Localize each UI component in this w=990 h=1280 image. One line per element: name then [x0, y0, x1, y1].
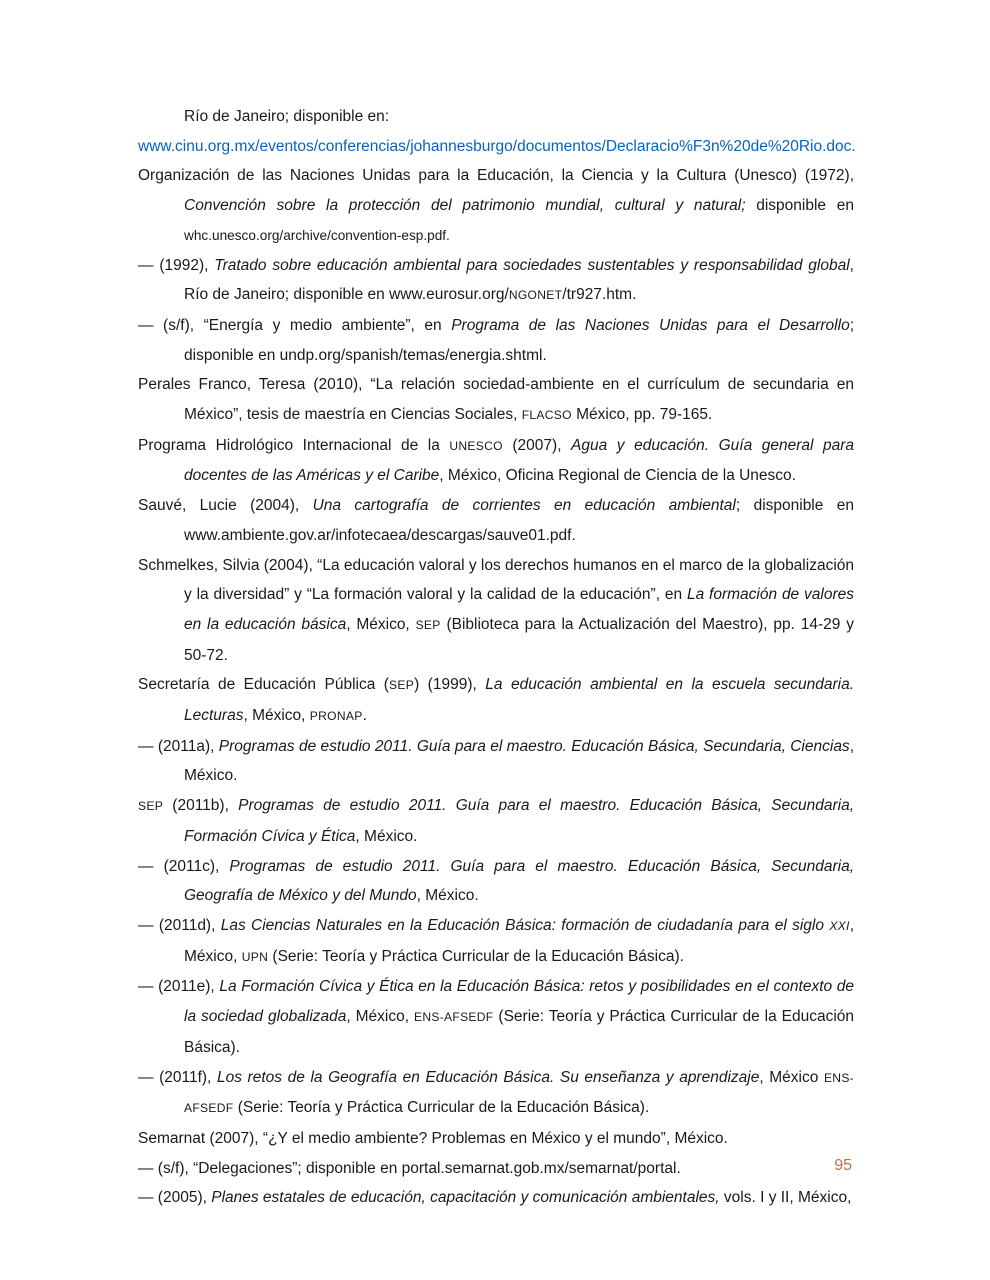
text-segment: Tratado sobre educación ambiental para sociedades sustentables y responsabilidad global [214, 256, 850, 274]
text-segment: , México. [416, 887, 479, 905]
reference-entry [138, 551, 854, 671]
text-segment: — (s/f), “Delegaciones”; disponible en portal.semarnat.gob.mx/semarnat/portal. [138, 1159, 681, 1177]
page-number: 95 [834, 1157, 852, 1174]
text-segment: SEP [138, 799, 164, 814]
text-segment: Programa Hidrológico Internacional de la [138, 436, 450, 454]
text-segment: PRONAP [309, 709, 363, 724]
text-segment: Programa de las Naciones Unidas para el Desarrollo [451, 316, 850, 334]
text-segment: Las Ciencias Naturales en la Educación Básica: formación de ciudadanía para el siglo [220, 916, 830, 934]
reference-entry [138, 491, 854, 550]
text-segment: ; disponible en undp.org/spanish/temas/energia.shtml. [184, 316, 854, 364]
text-segment: La educación ambiental en la escuela secundaria. Lecturas [184, 676, 855, 725]
text-segment: UPN [241, 949, 269, 964]
text-segment: Convención sobre la protección del patrimonio mundial, cultural y natural; [184, 197, 746, 215]
text-segment: México, pp. 79-165. [571, 406, 713, 424]
text-segment: Schmelkes, Silvia (2004), “La educación valoral y los derechos humanos en el marco de la globalización y la diversidad” y “La formación valoral y la calidad de la educación”, en [138, 556, 854, 604]
reference-entry [138, 431, 854, 491]
reference-entry [138, 732, 854, 791]
text-segment: SEP [415, 617, 441, 632]
text-segment: — (s/f), “Energía y medio ambiente”, en [138, 316, 452, 334]
text-segment: , Río de Janeiro; disponible en www.eurosur.org/ [184, 256, 854, 304]
text-segment: — (2011c), [138, 857, 230, 875]
text-segment: — (2011f), [138, 1068, 217, 1086]
text-segment: ENS-AFSEDF [413, 1010, 494, 1025]
text-segment: FLACSO [521, 408, 572, 423]
text-segment: Semarnat (2007), “¿Y el medio ambiente? Problemas en México y el mundo”, México. [138, 1129, 728, 1147]
reference-entry [138, 911, 854, 972]
text-segment: NGONET [508, 288, 563, 303]
text-segment: /tr927.htm. [562, 286, 637, 304]
text-segment: — (1992), [138, 256, 215, 274]
text-segment: Perales Franco, Teresa (2010), “La relación sociedad-ambiente en el currículum de secundaria en México”, tesis de maestría en Ciencias Sociales, [138, 376, 854, 424]
text-segment: , México, Oficina Regional de Ciencia de la Unesco. [439, 467, 796, 485]
text-segment: Río de Janeiro; disponible en: [184, 108, 390, 125]
text-segment: Secretaría de Educación Pública ( [138, 676, 389, 694]
reference-entry [138, 1183, 854, 1213]
reference-entry [138, 1154, 854, 1184]
text-segment: (2007), [502, 436, 572, 454]
text-segment: La formación de valores en la educación básica [184, 586, 854, 633]
text-segment: ENS-AFSEDF [184, 1070, 854, 1116]
text-segment: Agua y educación. Guía general para docentes de las Américas y el Caribe [184, 436, 854, 485]
reference-entry [138, 161, 854, 250]
reference-entry [138, 791, 854, 851]
reference-entry [138, 1124, 854, 1154]
text-segment: , México, [346, 1008, 414, 1026]
text-segment: (Serie: Teoría y Práctica Curricular de la Educación Básica). [184, 1008, 854, 1056]
reference-entry [138, 370, 854, 430]
text-segment: . [362, 707, 367, 725]
reference-entry [138, 1063, 854, 1124]
text-segment: , México [759, 1068, 824, 1086]
text-segment: Los retos de la Geografía en Educación Básica. Su enseñanza y aprendizaje [216, 1068, 760, 1086]
text-segment: whc.unesco.org/archive/convention-esp.pdf. [184, 227, 450, 243]
references-list [138, 102, 854, 1213]
text-segment: XXI [829, 918, 850, 933]
text-segment: , México, [243, 707, 310, 725]
text-segment: (Serie: Teoría y Práctica Curricular de la Educación Básica). [268, 947, 684, 965]
text-segment: — (2005), [138, 1189, 212, 1207]
text-segment: vols. I y II, México, [719, 1189, 852, 1207]
reference-entry [138, 251, 854, 311]
reference-entry [138, 852, 854, 911]
text-segment: Programas de estudio 2011. Guía para el maestro. Educación Básica, Secundaria, Geografía de México y del Mundo [184, 857, 855, 905]
text-segment: La Formación Cívica y Ética en la Educación Básica: retos y posibilidades en el contexto de la sociedad globalizada [184, 978, 854, 1026]
text-segment: Planes estatales de educación, capacitación y comunicación ambientales, [211, 1189, 720, 1207]
text-segment: (Biblioteca para la Actualización del Maestro), pp. 14-29 y 50-72. [184, 615, 854, 664]
text-segment: UNESCO [449, 438, 503, 453]
reference-entry [138, 311, 854, 370]
text-segment: Una cartografía de corrientes en educación ambiental [312, 497, 736, 515]
hyperlink[interactable]: www.cinu.org.mx/eventos/conferencias/johannesburgo/documentos/Declaracio%F3n%20de%20Rio.doc. [138, 137, 856, 155]
text-segment: Programas de estudio 2011. Guía para el maestro. Educación Básica, Secundaria, Ciencias [218, 737, 850, 755]
text-segment: disponible en [745, 197, 854, 215]
text-segment: (Serie: Teoría y Práctica Curricular de la Educación Básica). [233, 1099, 650, 1117]
reference-entry [138, 670, 854, 731]
text-segment: , México. [184, 737, 854, 785]
text-segment: — (2011d), [138, 916, 221, 934]
text-segment: Sauvé, Lucie (2004), [138, 497, 313, 515]
text-segment: (2011b), [163, 797, 239, 815]
text-segment: Organización de las Naciones Unidas para la Educación, la Ciencia y la Cultura (Unesco) (1972), [138, 167, 854, 185]
text-segment: Programas de estudio 2011. Guía para el maestro. Educación Básica, Secundaria, Formación Cívica y Ética [184, 797, 854, 845]
text-segment: , México. [355, 827, 418, 845]
reference-entry [138, 102, 854, 132]
text-segment: ; disponible en www.ambiente.gov.ar/infotecaea/descargas/sauve01.pdf. [184, 497, 855, 544]
text-segment: — (2011a), [138, 737, 219, 755]
reference-entry [138, 132, 854, 162]
text-segment: ) (1999), [414, 676, 486, 694]
text-segment: SEP [388, 678, 415, 693]
text-segment: , México, [346, 615, 416, 633]
text-segment: , México, [184, 916, 854, 965]
reference-entry [138, 972, 854, 1062]
text-segment: — (2011e), [138, 978, 220, 996]
